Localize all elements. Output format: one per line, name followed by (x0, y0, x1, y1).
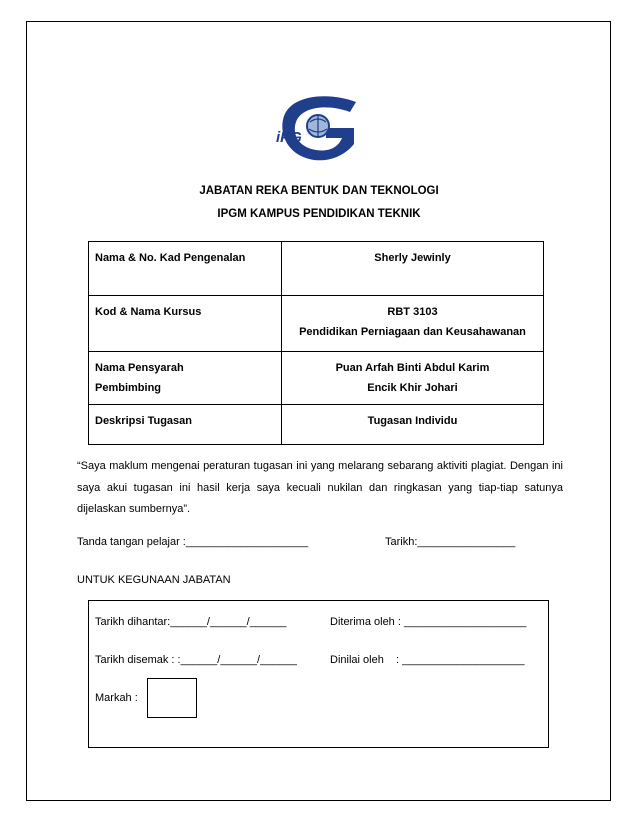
label-pensyarah: Nama Pensyarah Pembimbing (89, 352, 282, 405)
markah-box[interactable] (147, 678, 197, 718)
table-row (89, 405, 544, 445)
markah-label: Markah : (95, 692, 138, 704)
label-nama: Nama & No. Kad Pengenalan (89, 242, 282, 296)
value-deskripsi: Tugasan Individu (282, 405, 544, 445)
signature-field[interactable]: Tanda tangan pelajar :____________________ (77, 536, 309, 548)
received-by-field[interactable]: Diterima oleh : ____________________ (330, 616, 527, 628)
table-row (89, 242, 544, 296)
campus-title: IPGM KAMPUS PENDIDIKAN TEKNIK (217, 208, 421, 220)
date-submitted-field[interactable]: Tarikh dihantar:______/______/______ (95, 616, 287, 628)
value-nama: Sherly Jewinly (282, 242, 544, 296)
table-row (89, 352, 544, 405)
info-table (88, 241, 544, 445)
value-kursus: RBT 3103 Pendidikan Perniagaan dan Keusahawanan (282, 296, 544, 352)
value-pensyarah: Puan Arfah Binti Abdul Karim Encik Khir Johari (282, 352, 544, 405)
date-field[interactable]: Tarikh:________________ (385, 536, 516, 548)
assessed-by-field[interactable]: Dinilai oleh : ____________________ (330, 654, 525, 666)
ipg-logo (270, 94, 360, 164)
logo-text: iPG (276, 129, 302, 146)
label-deskripsi: Deskripsi Tugasan (89, 405, 282, 445)
table-row (89, 296, 544, 352)
office-section-title: UNTUK KEGUNAAN JABATAN (77, 574, 231, 586)
department-title: JABATAN REKA BENTUK DAN TEKNOLOGI (199, 185, 439, 197)
date-checked-field[interactable]: Tarikh disemak : :______/______/______ (95, 654, 297, 666)
label-kursus: Kod & Nama Kursus (89, 296, 282, 352)
declaration-text: “Saya maklum mengenai peraturan tugasan ini yang melarang sebarang aktiviti plagiat. Dengan ini saya akui tugasan ini hasil kerja saya kecuali nukilan dan ringkasan yang tiap-tiap satunya dijelaskan sumbernya”. (77, 460, 563, 515)
